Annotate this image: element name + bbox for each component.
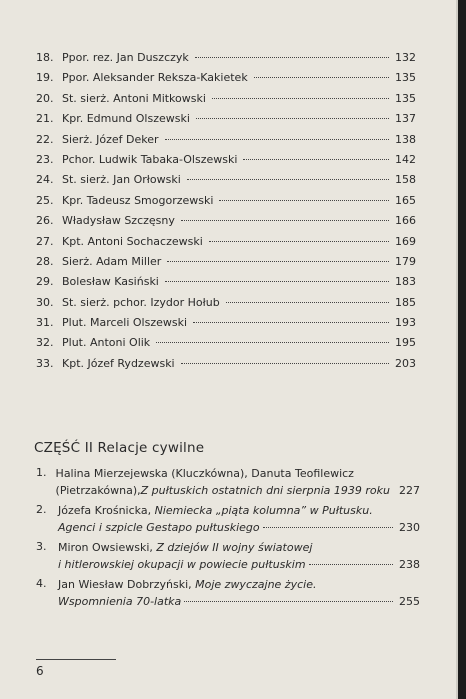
entry-title: Agenci i szpicle Gestapo pułtuskiego bbox=[58, 520, 260, 534]
toc-entry bbox=[36, 354, 416, 374]
entry-number: 23. bbox=[36, 152, 54, 166]
entry-page: 169 bbox=[395, 234, 416, 248]
entry-number: 30. bbox=[36, 295, 54, 309]
entry-page: 255 bbox=[399, 594, 420, 608]
toc-entry bbox=[36, 333, 416, 353]
entry-number: 25. bbox=[36, 193, 54, 207]
dot-leader bbox=[219, 200, 389, 201]
entry-title: Kpt. Antoni Sochaczewski bbox=[62, 234, 203, 248]
entry-number: 24. bbox=[36, 173, 54, 187]
entry-number: 28. bbox=[36, 254, 54, 268]
toc-entry bbox=[36, 48, 416, 68]
entry-title: Kpr. Edmund Olszewski bbox=[62, 112, 190, 126]
entry-number: 18. bbox=[36, 51, 54, 64]
entry-page: 193 bbox=[395, 316, 416, 330]
entry-page: 227 bbox=[399, 483, 420, 497]
entry-page: 185 bbox=[395, 295, 416, 309]
toc-entry bbox=[36, 272, 416, 292]
toc-entry bbox=[36, 191, 416, 211]
dot-leader bbox=[167, 261, 389, 262]
entry-title: Z dziejów II wojny światowej bbox=[156, 541, 313, 554]
entry-number: 32. bbox=[36, 336, 54, 350]
civil-entry bbox=[36, 577, 420, 610]
dot-leader bbox=[263, 527, 393, 528]
entry-page: 203 bbox=[395, 356, 416, 370]
entry-line bbox=[58, 577, 420, 594]
entry-page: 166 bbox=[395, 214, 416, 228]
entry-author: (Pietrzakówna), bbox=[55, 483, 141, 497]
entry-title: Sierż. Józef Deker bbox=[62, 132, 159, 146]
civil-entry bbox=[36, 503, 420, 536]
entry-page: 195 bbox=[395, 336, 416, 350]
entry-title: Kpr. Tadeusz Smogorzewski bbox=[62, 193, 214, 207]
entry-author: Jan Wiesław Dobrzyński, bbox=[58, 578, 196, 591]
toc-entry bbox=[36, 170, 416, 190]
entry-title: St. sierż. Antoni Mitkowski bbox=[62, 91, 206, 105]
entry-page: 142 bbox=[395, 152, 416, 166]
entry-line bbox=[56, 483, 420, 500]
entry-page: 138 bbox=[395, 132, 416, 146]
entry-number: 27. bbox=[36, 234, 54, 248]
entry-title: Z pułtuskich ostatnich dni sierpnia 1939 roku bbox=[140, 483, 390, 497]
civil-accounts-list bbox=[36, 466, 420, 614]
entry-number: 22. bbox=[36, 132, 54, 146]
dot-leader bbox=[165, 281, 389, 282]
dot-leader bbox=[181, 220, 389, 221]
entry-number: 4. bbox=[36, 577, 47, 590]
entry-title: Kpt. Józef Rydzewski bbox=[62, 356, 175, 370]
entry-title: Bolesław Kasiński bbox=[62, 275, 159, 289]
entry-number: 20. bbox=[36, 91, 54, 105]
toc-entry bbox=[36, 150, 416, 170]
toc-entry bbox=[36, 232, 416, 252]
entry-number: 31. bbox=[36, 316, 54, 330]
dot-leader bbox=[226, 302, 389, 303]
toc-entry bbox=[36, 130, 416, 150]
entry-title: Ppor. Aleksander Reksza-Kakietek bbox=[62, 71, 248, 85]
civil-entry bbox=[36, 466, 420, 499]
entry-title: Wspomnienia 70-latka bbox=[58, 594, 182, 608]
dot-leader bbox=[196, 118, 389, 119]
entry-line bbox=[58, 503, 420, 520]
entry-title: Niemiecka „piąta kolumna” w Pułtusku. bbox=[154, 504, 373, 517]
toc-entry bbox=[36, 68, 416, 88]
toc-entry bbox=[36, 109, 416, 129]
dot-leader bbox=[181, 363, 389, 364]
toc-entry bbox=[36, 211, 416, 231]
entry-number: 19. bbox=[36, 71, 54, 85]
entry-page: 132 bbox=[395, 51, 416, 64]
section-heading: CZĘŚĆ II Relacje cywilne bbox=[34, 440, 205, 456]
entry-title: St. sierż. pchor. Izydor Hołub bbox=[62, 295, 220, 309]
entry-page: 238 bbox=[399, 557, 420, 571]
dot-leader bbox=[243, 159, 389, 160]
entry-line: Halina Mierzejewska (Kluczkówna), Danuta Teofilewicz bbox=[55, 467, 354, 480]
toc-entry bbox=[36, 293, 416, 313]
entry-number: 21. bbox=[36, 112, 54, 126]
entry-page: 179 bbox=[395, 254, 416, 268]
entry-line bbox=[58, 520, 420, 537]
entry-page: 165 bbox=[395, 193, 416, 207]
page-number: 6 bbox=[36, 664, 44, 678]
toc-entry bbox=[36, 313, 416, 333]
entry-title: i hitlerowskiej okupacji w powiecie pułtuskim bbox=[58, 557, 306, 571]
dot-leader bbox=[309, 564, 393, 565]
entry-title: Moje zwyczajne życie. bbox=[195, 578, 317, 591]
entry-title: St. sierż. Jan Orłowski bbox=[62, 173, 181, 187]
entry-number: 33. bbox=[36, 356, 54, 370]
entry-author: Józefa Krośnicka, bbox=[58, 504, 155, 517]
entry-title: Ppor. rez. Jan Duszczyk bbox=[62, 51, 189, 64]
entry-page: 230 bbox=[399, 520, 420, 534]
entry-title: Sierż. Adam Miller bbox=[62, 254, 162, 268]
entry-number: 26. bbox=[36, 214, 54, 228]
dot-leader bbox=[193, 322, 389, 323]
entry-line bbox=[58, 540, 420, 557]
dot-leader bbox=[209, 241, 389, 242]
dot-leader bbox=[184, 601, 393, 602]
civil-entry bbox=[36, 540, 420, 573]
entry-page: 158 bbox=[395, 173, 416, 187]
entry-line bbox=[58, 594, 420, 611]
entry-title: Władysław Szczęsny bbox=[62, 214, 175, 228]
dot-leader bbox=[187, 179, 389, 180]
dot-leader bbox=[254, 77, 389, 78]
entry-page: 183 bbox=[395, 275, 416, 289]
dot-leader bbox=[165, 139, 390, 140]
entry-title: Plut. Marceli Olszewski bbox=[62, 316, 188, 330]
footer-rule bbox=[36, 659, 116, 660]
entry-page: 135 bbox=[395, 71, 416, 85]
dot-leader bbox=[156, 342, 389, 343]
entry-title: Pchor. Ludwik Tabaka-Olszewski bbox=[62, 152, 238, 166]
entry-number: 3. bbox=[36, 540, 47, 553]
dot-leader bbox=[212, 98, 389, 99]
entry-page: 137 bbox=[395, 112, 416, 126]
dot-leader bbox=[195, 57, 389, 58]
entry-number: 2. bbox=[36, 503, 47, 516]
table-of-contents bbox=[36, 48, 416, 374]
entry-number: 29. bbox=[36, 275, 54, 289]
entry-line bbox=[58, 557, 420, 574]
entry-page: 135 bbox=[395, 91, 416, 105]
entry-number: 1. bbox=[36, 466, 47, 479]
toc-entry bbox=[36, 252, 416, 272]
entry-author: Miron Owsiewski, bbox=[58, 541, 157, 554]
entry-title: Plut. Antoni Olik bbox=[62, 336, 151, 350]
toc-entry bbox=[36, 89, 416, 109]
